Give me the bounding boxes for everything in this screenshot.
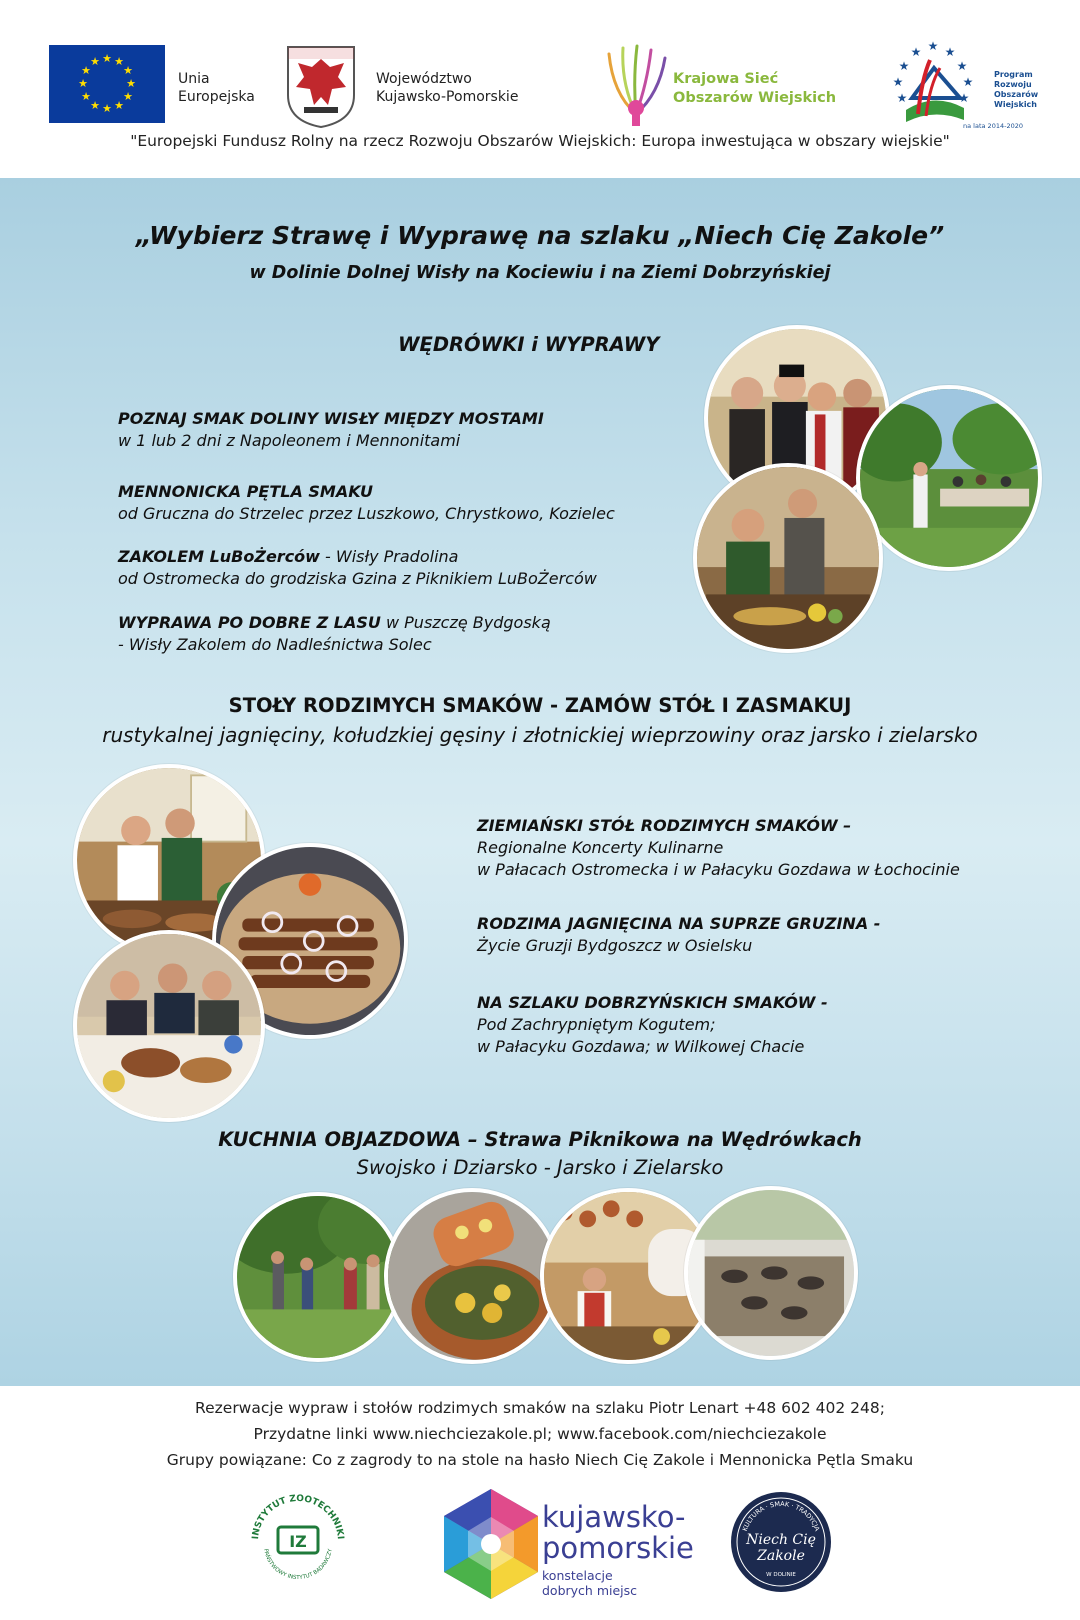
svg-text:★: ★ xyxy=(90,55,100,68)
svg-text:★: ★ xyxy=(927,39,939,53)
voivodeship-label: Województwo Kujawsko-Pomorskie xyxy=(376,71,519,105)
footer-groups: Grupy powiązane: Co z zagrody to na stole na hasło Niech Cię Zakole i Mennonicka Pętla Smaku xyxy=(166,1451,914,1469)
eu-stars-icon xyxy=(49,45,165,123)
svg-text:★: ★ xyxy=(944,45,956,59)
photo-outdoor-table-setting xyxy=(684,1186,858,1360)
table-offer-item xyxy=(477,815,960,881)
svg-text:★: ★ xyxy=(102,102,112,115)
instytut-zootechniki-logo xyxy=(244,1487,352,1595)
trip-item-title: WYPRAWA PO DOBRE Z LASU xyxy=(118,613,381,632)
svg-text:INSTYTUT ZOOTECHNIKI: INSTYTUT ZOOTECHNIKI xyxy=(251,1493,345,1540)
trip-item-detail: od Ostromecka do grodziska Gzina z Piknikiem LuBoŻerców xyxy=(118,569,597,588)
trip-item xyxy=(118,408,544,452)
trip-item-detail: od Gruczna do Strzelec przez Luszkowo, Chrystkowo, Kozielec xyxy=(118,504,615,523)
table-offer-title: ZIEMIAŃSKI STÓŁ RODZIMYCH SMAKÓW – xyxy=(477,816,852,835)
svg-text:★: ★ xyxy=(90,99,100,112)
svg-text:PAŃSTWOWY INSTYTUT BADAWCZY: PAŃSTWOWY INSTYTUT BADAWCZY xyxy=(262,1548,334,1582)
table-offer-detail: Regionalne Koncerty Kulinarne xyxy=(477,838,724,857)
photo-picnic-garden xyxy=(856,385,1042,571)
section-subheading-stoly: rustykalnej jagnięciny, kołudzkiej gęsiny i złotnickiej wieprzowiny oraz jarsko i zielarsko xyxy=(102,723,978,747)
eagle-shield-icon xyxy=(286,45,356,129)
eu-label: Unia Europejska xyxy=(178,71,255,105)
table-offer-detail: Życie Gruzji Bydgoszcz w Osielsku xyxy=(477,936,753,955)
svg-text:★: ★ xyxy=(102,52,112,65)
table-offer-detail: w Pałacyku Gozdawa; w Wilkowej Chacie xyxy=(477,1037,805,1056)
svg-text:★: ★ xyxy=(962,75,974,89)
niech-cie-zakole-logo xyxy=(729,1490,833,1594)
section-subheading-kuchnia: Swojsko i Dziarsko - Jarsko i Zielarsko xyxy=(356,1156,724,1179)
svg-text:★: ★ xyxy=(81,90,91,103)
svg-text:Zakole: Zakole xyxy=(757,1548,805,1564)
prow-label: Program Rozwoju Obszarów Wiejskich xyxy=(994,70,1039,109)
prow-years: na lata 2014-2020 xyxy=(963,122,1023,130)
trip-item-title: MENNONICKA PĘTLA SMAKU xyxy=(118,482,374,501)
svg-text:★: ★ xyxy=(956,59,968,73)
ksow-label: Krajowa Sieć Obszarów Wiejskich xyxy=(673,71,837,106)
eu-flag-logo xyxy=(49,45,165,123)
table-offer-title: NA SZLAKU DOBRZYŃSKICH SMAKÓW - xyxy=(477,993,828,1012)
ksow-tree-icon xyxy=(603,44,669,126)
page-subtitle: w Dolinie Dolnej Wisły na Kociewiu i na Ziemi Dobrzyńskiej xyxy=(249,263,831,283)
trip-item-title: POZNAJ SMAK DOLINY WISŁY MIĘDZY MOSTAMI xyxy=(118,409,544,428)
svg-text:★: ★ xyxy=(910,45,922,59)
svg-text:★: ★ xyxy=(81,64,91,77)
table-offer-detail: w Pałacach Ostromecka i w Pałacyku Gozdawa w Łochocinie xyxy=(477,860,960,879)
photo-group-feast xyxy=(73,930,265,1122)
prow-house-icon xyxy=(884,38,982,128)
svg-text:★: ★ xyxy=(898,59,910,73)
trip-item xyxy=(118,546,597,590)
svg-text:★: ★ xyxy=(123,90,133,103)
trip-item-title: ZAKOLEM LuBoŻerców xyxy=(118,547,320,566)
svg-text:★: ★ xyxy=(123,64,133,77)
voivodeship-coat-of-arms xyxy=(286,45,356,129)
svg-text:W DOLINIE: W DOLINIE xyxy=(766,1572,796,1578)
iz-seal-icon xyxy=(244,1487,352,1595)
prow-logo xyxy=(884,38,982,128)
trip-item-detail: w 1 lub 2 dni z Napoleonem i Mennonitami xyxy=(118,431,461,450)
trip-item xyxy=(118,481,615,525)
photo-cooking-demo xyxy=(693,463,883,653)
section-heading-wedrowki: WĘDRÓWKI i WYPRAWY xyxy=(398,333,660,356)
footer-reservation: Rezerwacje wypraw i stołów rodzimych smaków na szlaku Piotr Lenart +48 602 402 248; xyxy=(195,1399,885,1417)
svg-text:★: ★ xyxy=(114,55,124,68)
photo-clay-pot-dish xyxy=(384,1188,560,1364)
svg-text:★: ★ xyxy=(126,77,136,90)
svg-text:★: ★ xyxy=(958,91,970,105)
kp-name: kujawsko- pomorskie xyxy=(542,1500,694,1565)
photo-forest-walk xyxy=(233,1192,403,1362)
table-offer-item xyxy=(477,913,880,957)
svg-text:★: ★ xyxy=(78,77,88,90)
trip-item xyxy=(118,612,551,656)
svg-text:KULTURA · SMAK · TRADYCJA: KULTURA · SMAK · TRADYCJA xyxy=(740,1499,822,1533)
trip-item-detail: - Wisły Zakolem do Nadleśnictwa Solec xyxy=(118,635,432,654)
trip-item-title-rest: - Wisły Pradolina xyxy=(319,547,459,566)
nz-badge-icon xyxy=(729,1490,833,1594)
svg-text:IZ: IZ xyxy=(289,1532,307,1551)
footer-links: Przydatne linki www.niechciezakole.pl; www.facebook.com/niechciezakole xyxy=(253,1425,827,1443)
logo-bar xyxy=(0,0,1080,178)
svg-text:★: ★ xyxy=(892,75,904,89)
svg-text:Niech Cię: Niech Cię xyxy=(746,1532,816,1548)
trip-item-title-rest: w Puszczę Bydgoską xyxy=(380,613,551,632)
page-title: „Wybierz Strawę i Wyprawę na szlaku „Niech Cię Zakole” xyxy=(135,221,945,250)
fund-quote: "Europejski Fundusz Rolny na rzecz Rozwoju Obszarów Wiejskich: Europa inwestująca w obszary wiejskie" xyxy=(130,132,950,150)
table-offer-detail: Pod Zachrypniętym Kogutem; xyxy=(477,1015,716,1034)
kujawsko-pomorskie-logo xyxy=(434,1487,548,1601)
kp-tagline: konstelacje dobrych miejsc xyxy=(542,1568,638,1598)
ksow-logo xyxy=(603,44,669,126)
section-heading-stoly: STOŁY RODZIMYCH SMAKÓW - ZAMÓW STÓŁ I ZASMAKUJ xyxy=(228,694,852,717)
svg-text:★: ★ xyxy=(896,91,908,105)
table-offer-item xyxy=(477,992,828,1058)
table-offer-title: RODZIMA JAGNIĘCINA NA SUPRZE GRUZINA - xyxy=(477,914,881,933)
svg-text:★: ★ xyxy=(114,99,124,112)
kp-constellation-icon xyxy=(434,1487,548,1601)
section-heading-kuchnia: KUCHNIA OBJAZDOWA – Strawa Piknikowa na Wędrówkach xyxy=(218,1128,862,1151)
